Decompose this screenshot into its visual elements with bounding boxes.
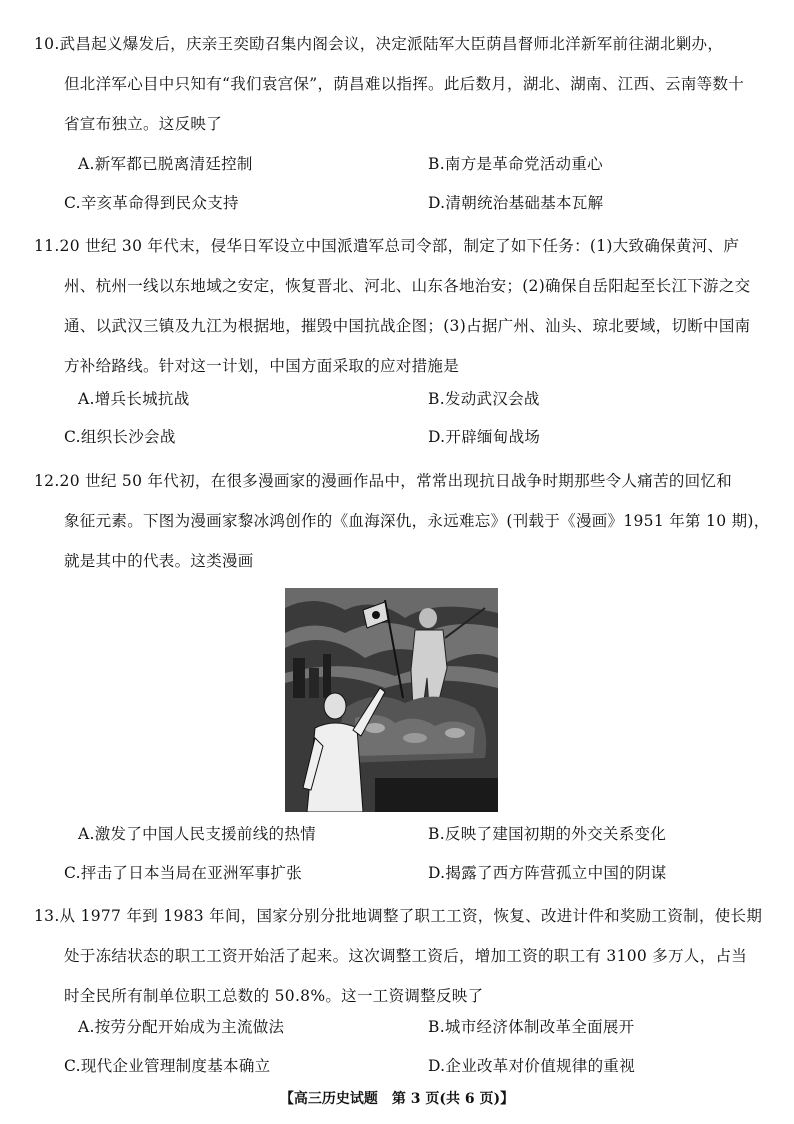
question-13-line-3: 时全民所有制单位职工总数的 50.8%。这一工资调整反映了 xyxy=(64,987,484,1005)
question-10-stem xyxy=(34,24,774,144)
question-10-line-1: 10.武昌起义爆发后，庆亲王奕劻召集内阁会议，决定派陆军大臣荫昌督师北洋新军前往湖北剿办， xyxy=(34,35,724,53)
question-12-option-b: B.反映了建国初期的外交关系变化 xyxy=(428,825,667,843)
footer-page-number: 第 3 页(共 6 页)】 xyxy=(391,1091,515,1107)
cartoon-illustration xyxy=(285,588,498,812)
question-12-option-c: C.抨击了日本当局在亚洲军事扩张 xyxy=(64,864,303,882)
question-13-option-b: B.城市经济体制改革全面展开 xyxy=(428,1018,635,1036)
question-11-line-4: 方补给路线。针对这一计划，中国方面采取的应对措施是 xyxy=(64,357,460,375)
page-footer xyxy=(0,1089,794,1109)
question-10-line-3: 省宣布独立。这反映了 xyxy=(64,115,223,133)
question-11-option-d: D.开辟缅甸战场 xyxy=(428,428,541,446)
question-12-line-1: 12.20 世纪 50 年代初，在很多漫画家的漫画作品中，常常出现抗日战争时期那些令人痛苦的回忆和 xyxy=(34,472,733,490)
question-10-option-d: D.清朝统治基础基本瓦解 xyxy=(428,194,604,212)
question-13-option-c: C.现代企业管理制度基本确立 xyxy=(64,1057,271,1075)
question-11-option-a: A.增兵长城抗战 xyxy=(78,390,190,408)
question-12-stem xyxy=(34,461,774,581)
question-10-option-b: B.南方是革命党活动重心 xyxy=(428,155,603,173)
question-11-line-2: 州、杭州一线以东地域之安定，恢复晋北、河北、山东各地治安；(2)确保自岳阳起至长江下游之交 xyxy=(64,277,751,295)
question-11-option-c: C.组织长沙会战 xyxy=(64,428,176,446)
question-10-option-a: A.新军都已脱离清廷控制 xyxy=(78,155,253,173)
question-10-line-2: 但北洋军心目中只知有“我们袁宫保”，荫昌难以指挥。此后数月，湖北、湖南、江西、云南等数十 xyxy=(64,75,745,93)
question-11-option-b: B.发动武汉会战 xyxy=(428,390,540,408)
footer-title: 【高三历史试题 xyxy=(279,1091,378,1107)
question-11-line-3: 通、以武汉三镇及九江为根据地，摧毁中国抗战企图；(3)占据广州、汕头、琼北要域，切断中国南 xyxy=(64,317,751,335)
question-13-line-1: 13.从 1977 年到 1983 年间，国家分别分批地调整了职工工资，恢复、改进计件和奖励工资制，使长期 xyxy=(34,907,763,925)
question-13-stem xyxy=(34,896,774,1016)
question-13-option-d: D.企业改革对价值规律的重视 xyxy=(428,1057,636,1075)
question-11-line-1: 11.20 世纪 30 年代末，侵华日军设立中国派遣军总司令部，制定了如下任务：(1)大致确保黄河、庐 xyxy=(34,237,740,255)
question-13-line-2: 处于冻结状态的职工工资开始活了起来。这次调整工资后，增加工资的职工有 3100 多万人，占当 xyxy=(64,947,748,965)
question-11-stem xyxy=(34,226,774,386)
question-10-option-c: C.辛亥革命得到民众支持 xyxy=(64,194,239,212)
question-12-option-d: D.揭露了西方阵营孤立中国的阴谋 xyxy=(428,864,667,882)
question-12-option-a: A.激发了中国人民支援前线的热情 xyxy=(78,825,316,843)
question-12-line-2: 象征元素。下图为漫画家黎冰鸿创作的《血海深仇，永远难忘》(刊载于《漫画》1951 年第 10 期)， xyxy=(64,512,770,530)
question-13-option-a: A.按劳分配开始成为主流做法 xyxy=(78,1018,285,1036)
question-12-line-3: 就是其中的代表。这类漫画 xyxy=(64,552,254,570)
